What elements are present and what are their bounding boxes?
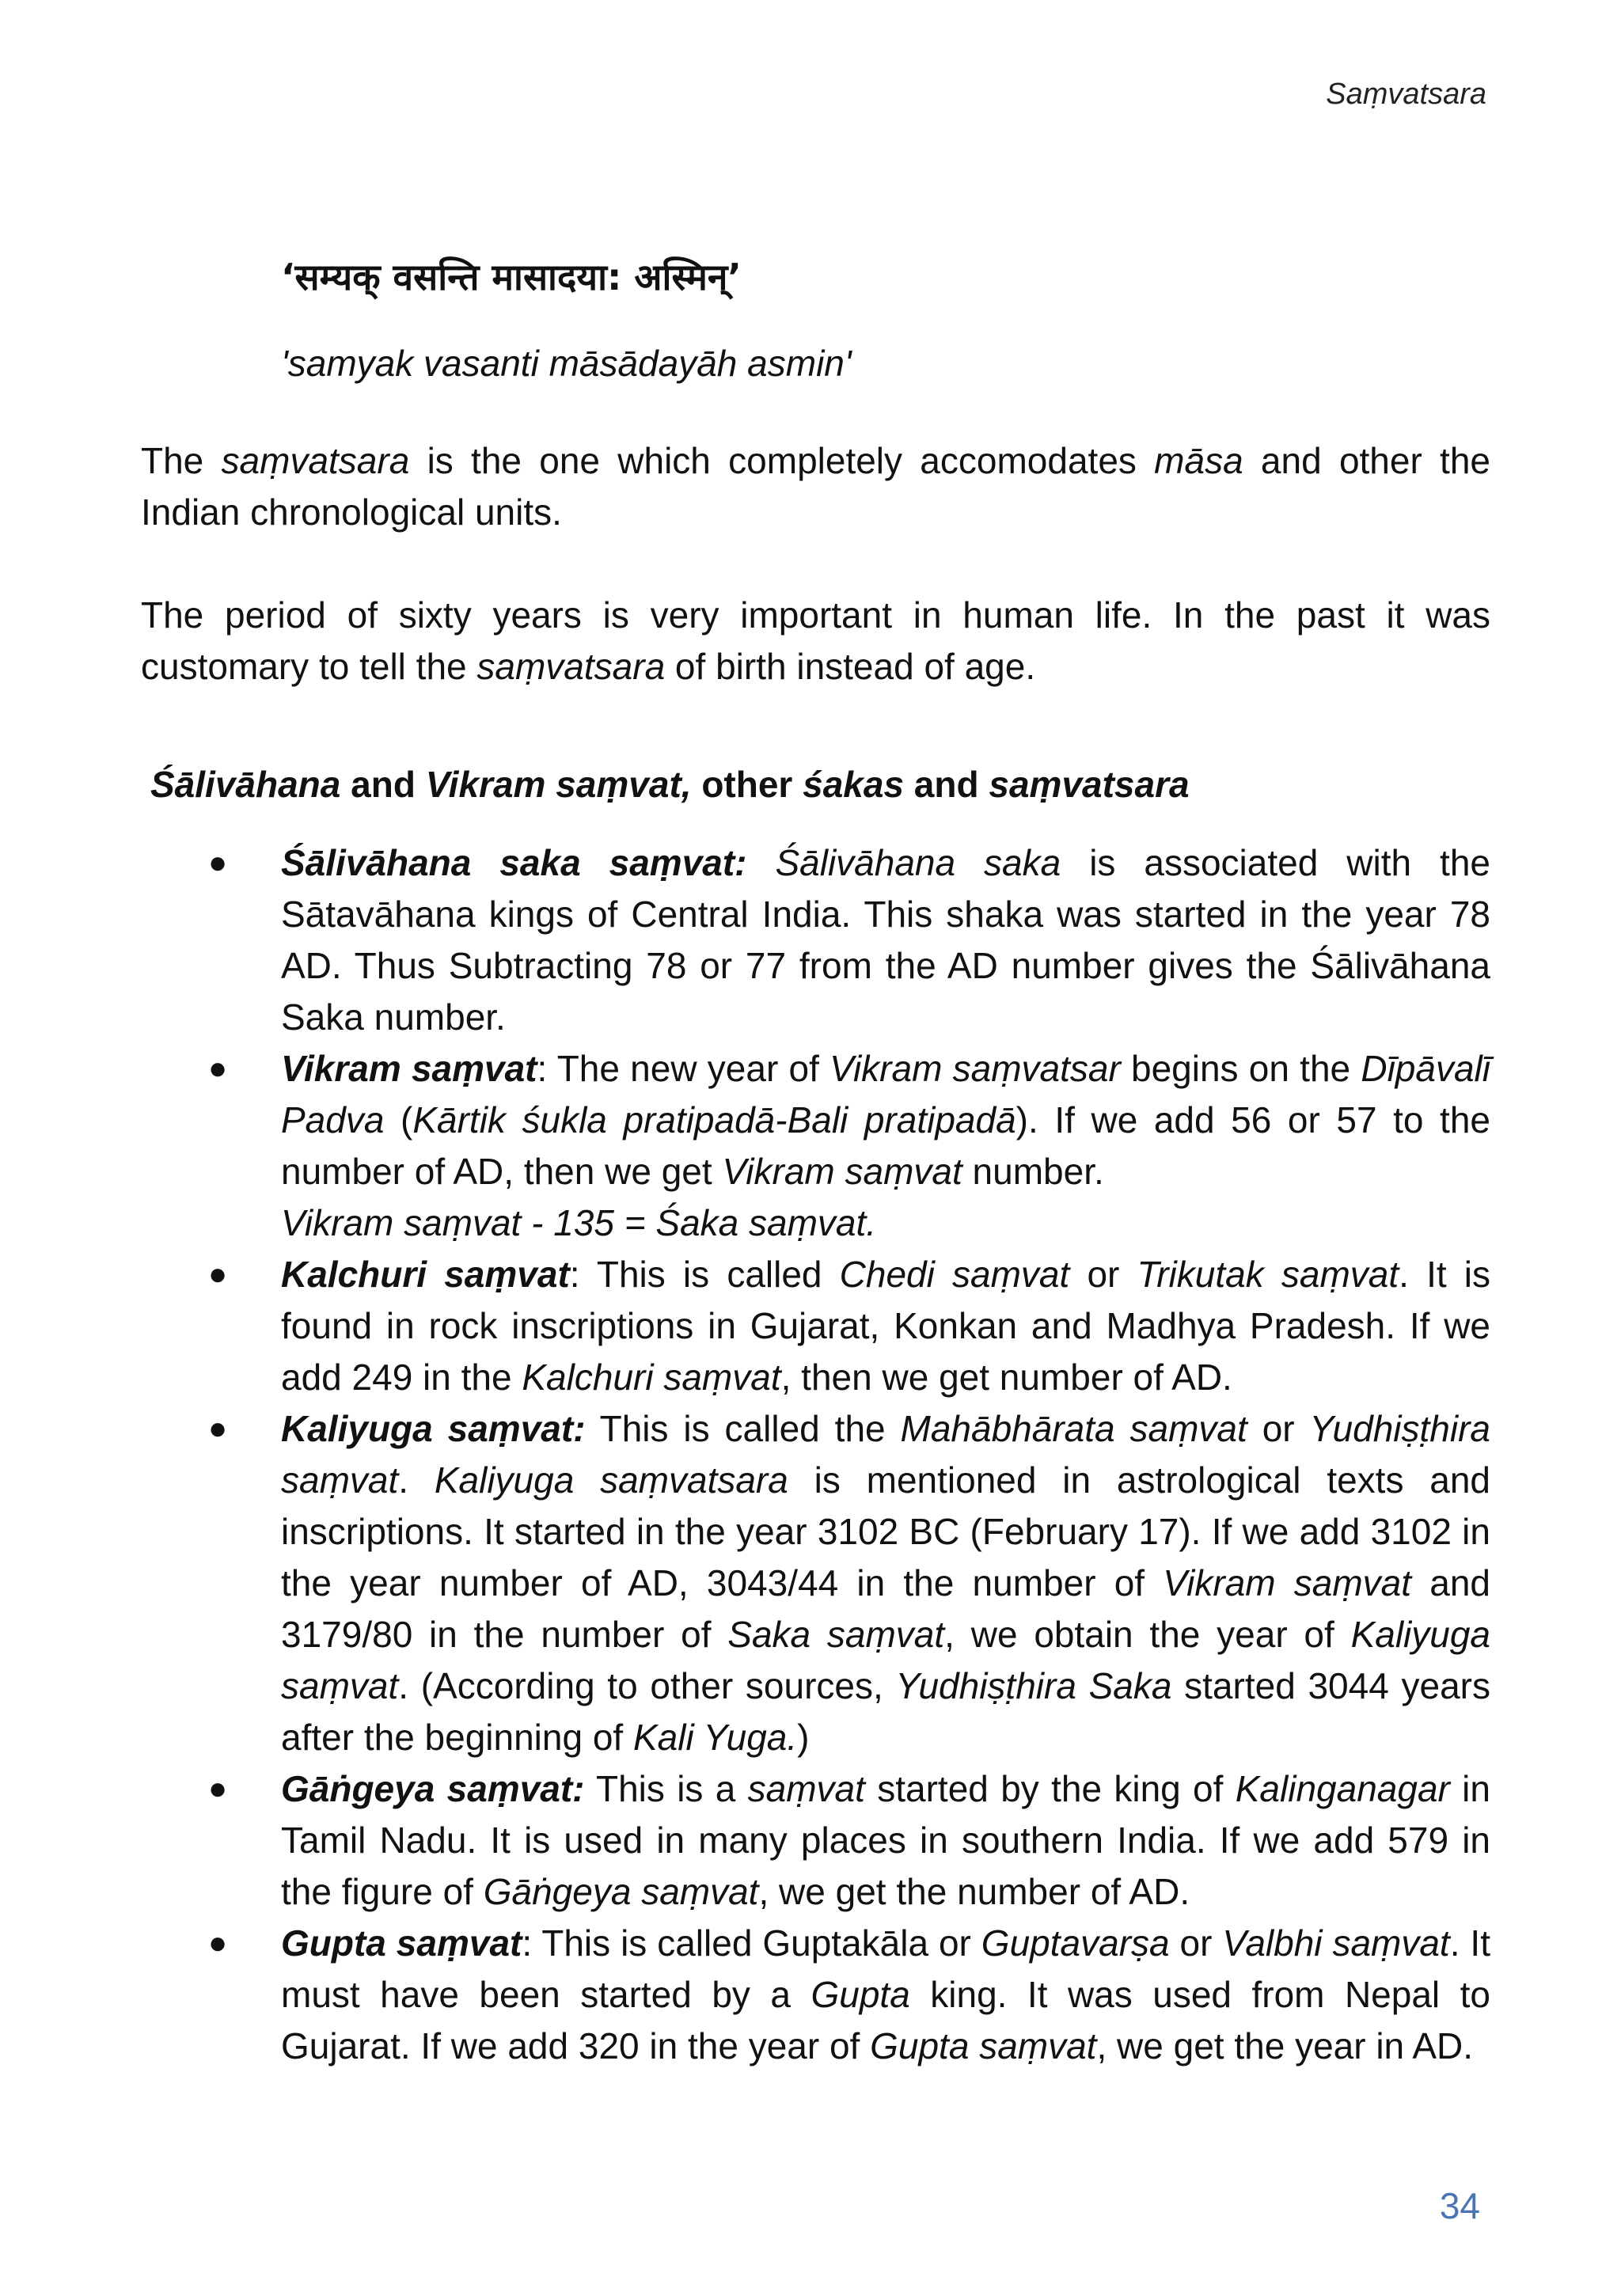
list-item-gangeya: ● Gāṅgeya saṃvat: This is a saṃvat started by the king of Kalinganagar in Tamil Nadu. It is used in many places in southern India. If we add 579 in the figure of Gāṅgeya saṃvat, we get the number of AD.	[281, 1763, 1490, 1918]
sanskrit-quote: ‘सम्यक् वसन्ति मासादया: अस्मिन्’	[281, 256, 742, 298]
bullet-icon: ●	[208, 1771, 228, 1806]
list-item-gupta: ● Gupta saṃvat: This is called Guptakāla or Guptavarṣa or Valbhi saṃvat. It must have been started by a Gupta king. It was used from Nepal to Gujarat. If we add 320 in the year of Gupta saṃvat, we get the year in AD.	[281, 1918, 1490, 2072]
list-item-kalchuri: ● Kalchuri saṃvat: This is called Chedi saṃvat or Trikutak saṃvat. It is found in rock inscriptions in Gujarat, Konkan and Madhya Pradesh. If we add 249 in the Kalchuri saṃvat, then we get number of AD.	[281, 1249, 1490, 1403]
list-item-salivahana: ● Śālivāhana saka saṃvat: Śālivāhana saka is associated with the Sātavāhana kings of Central India. This shaka was started in the year 78 AD. Thus Subtracting 78 or 77 from the AD number gives the Śālivāhana Saka number.	[281, 837, 1490, 1043]
list-item-vikram: ● Vikram saṃvat: The new year of Vikram saṃvatsar begins on the Dīpāvalī Padva (Kārtik śukla pratipadā-Bali pratipadā). If we add 56 or 57 to the number of AD, then we get Vikram saṃvat number. Vikram saṃvat - 135 = Śaka saṃvat.	[281, 1043, 1490, 1249]
section-heading: Śālivāhana and Vikram saṃvat, other śakas and saṃvatsara	[150, 764, 1190, 805]
bullet-icon: ●	[208, 845, 228, 880]
list-item-kaliyuga: ● Kaliyuga saṃvat: This is called the Mahābhārata saṃvat or Yudhiṣṭhira saṃvat. Kaliyuga saṃvatsara is mentioned in astrological texts and inscriptions. It started in the year 3102 BC (February 17). If we add 3102 in the year number of AD, 3043/44 in the number of Vikram saṃvat and 3179/80 in the number of Saka saṃvat, we obtain the year of Kaliyuga saṃvat. (According to other sources, Yudhiṣṭhira Saka started 3044 years after the beginning of Kali Yuga.)	[281, 1403, 1490, 1763]
page-number: 34	[1439, 2185, 1480, 2226]
vikram-formula: Vikram saṃvat - 135 = Śaka saṃvat.	[281, 1202, 877, 1243]
running-header: Saṃvatsara	[1326, 78, 1486, 111]
paragraph-samvatsara-definition: The saṃvatsara is the one which completely accomodates māsa and other the Indian chronological units.	[141, 440, 1491, 533]
bullet-icon: ●	[208, 1926, 228, 1960]
bullet-icon: ●	[208, 1051, 228, 1086]
samvat-list	[208, 837, 1491, 2072]
bullet-icon: ●	[208, 1257, 228, 1292]
bullet-icon: ●	[208, 1411, 228, 1446]
transliteration: 'samyak vasanti māsādayāh asmin'	[281, 343, 852, 384]
paragraph-sixty-years: The period of sixty years is very important in human life. In the past it was customary to tell the saṃvatsara of birth instead of age.	[141, 594, 1490, 687]
